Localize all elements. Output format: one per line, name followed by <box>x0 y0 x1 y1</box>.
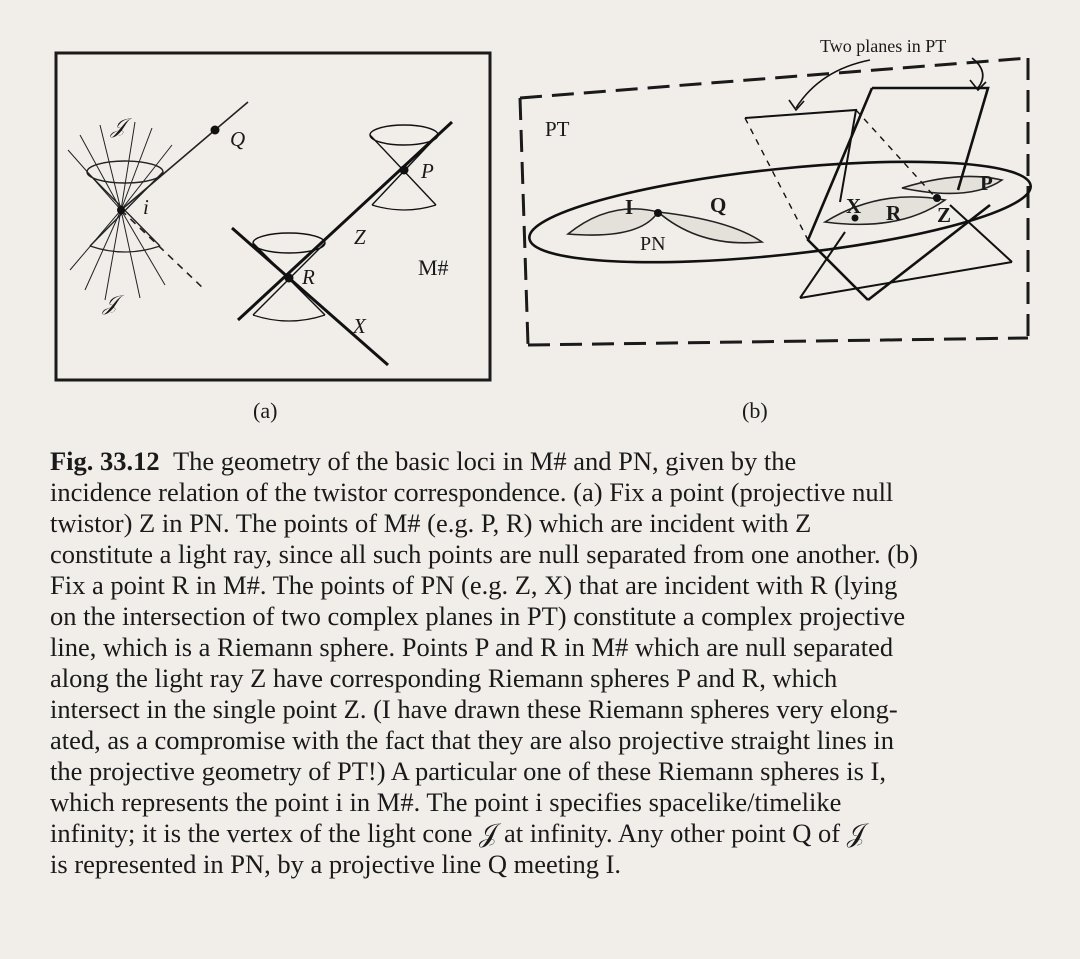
figure-caption <box>50 446 1040 880</box>
figure-b <box>520 36 1035 423</box>
sphere-r <box>825 197 945 225</box>
panel-label-b: (b) <box>742 398 768 423</box>
caption-line: incidence relation of the twistor correspondence. (a) Fix a point (projective null <box>50 477 894 507</box>
label-x: X <box>353 314 366 338</box>
label-z-b: Z <box>937 203 952 227</box>
label-scri-top: 𝒥 <box>111 114 126 138</box>
figures-panel <box>0 0 1080 440</box>
label-q-b: Q <box>710 193 727 217</box>
label-z: Z <box>354 225 366 249</box>
caption-line: twistor) Z in PN. The points of M# (e.g. P, R) which are incident with Z <box>50 508 812 538</box>
label-p-b: P <box>980 171 993 195</box>
point-p <box>400 166 409 175</box>
figure-a-frame <box>56 53 490 380</box>
caption-line: is represented in PN, by a projective line Q meeting I. <box>50 849 622 879</box>
caption-line: infinity; it is the vertex of the light cone 𝒥 at infinity. Any other point Q of 𝒥 <box>50 818 865 848</box>
label-pn: PN <box>640 233 666 255</box>
caption-line: Fix a point R in M#. The points of PN (e.g. Z, X) that are incident with R (lying <box>50 570 898 600</box>
light-ray-z <box>232 122 452 365</box>
annotation-two-planes: Two planes in PT <box>820 36 947 56</box>
label-p: P <box>421 159 434 183</box>
caption-line-1 <box>50 446 1040 477</box>
caption-text: The geometry of the basic loci in M# and PN, given by the <box>172 446 797 476</box>
caption-line: ated, as a compromise with the fact that they are also projective straight lines in <box>50 725 895 755</box>
caption-line: line, which is a Riemann sphere. Points P and R in M# which are null separated <box>50 632 894 662</box>
caption-line: which represents the point i in M#. The point i specifies spacelike/timelike <box>50 787 842 817</box>
point-q <box>211 126 220 135</box>
point-i <box>117 206 125 214</box>
annotation-arrows <box>789 58 986 110</box>
label-m-sharp: M# <box>418 255 449 280</box>
caption-line: along the light ray Z have corresponding Riemann spheres P and R, which <box>50 663 838 693</box>
caption-line: intersect in the single point Z. (I have drawn these Riemann spheres very elong- <box>50 694 898 724</box>
point-z-b <box>933 194 941 202</box>
label-pt: PT <box>545 117 570 141</box>
label-i-b: I <box>625 195 634 219</box>
sphere-i <box>568 209 658 235</box>
point-r <box>285 274 294 283</box>
figure-a <box>56 53 490 423</box>
two-planes <box>745 88 1012 300</box>
infinity-light-cone <box>68 102 248 300</box>
label-i: i <box>143 195 149 219</box>
label-r: R <box>302 265 315 289</box>
label-x-b: X <box>846 194 862 218</box>
caption-label: Fig. 33.12 <box>50 446 160 476</box>
label-scri-bottom: 𝒥 <box>103 291 118 315</box>
intersection-i-q <box>654 209 662 217</box>
panel-label-a: (a) <box>253 398 278 423</box>
caption-line: constitute a light ray, since all such points are null separated from one another. (b) <box>50 539 919 569</box>
caption-line: the projective geometry of PT!) A particular one of these Riemann spheres is I, <box>50 756 886 786</box>
caption-line: on the intersection of two complex planes in PT) constitute a complex projective <box>50 601 906 631</box>
label-r-b: R <box>886 201 902 225</box>
label-q: Q <box>230 127 246 151</box>
